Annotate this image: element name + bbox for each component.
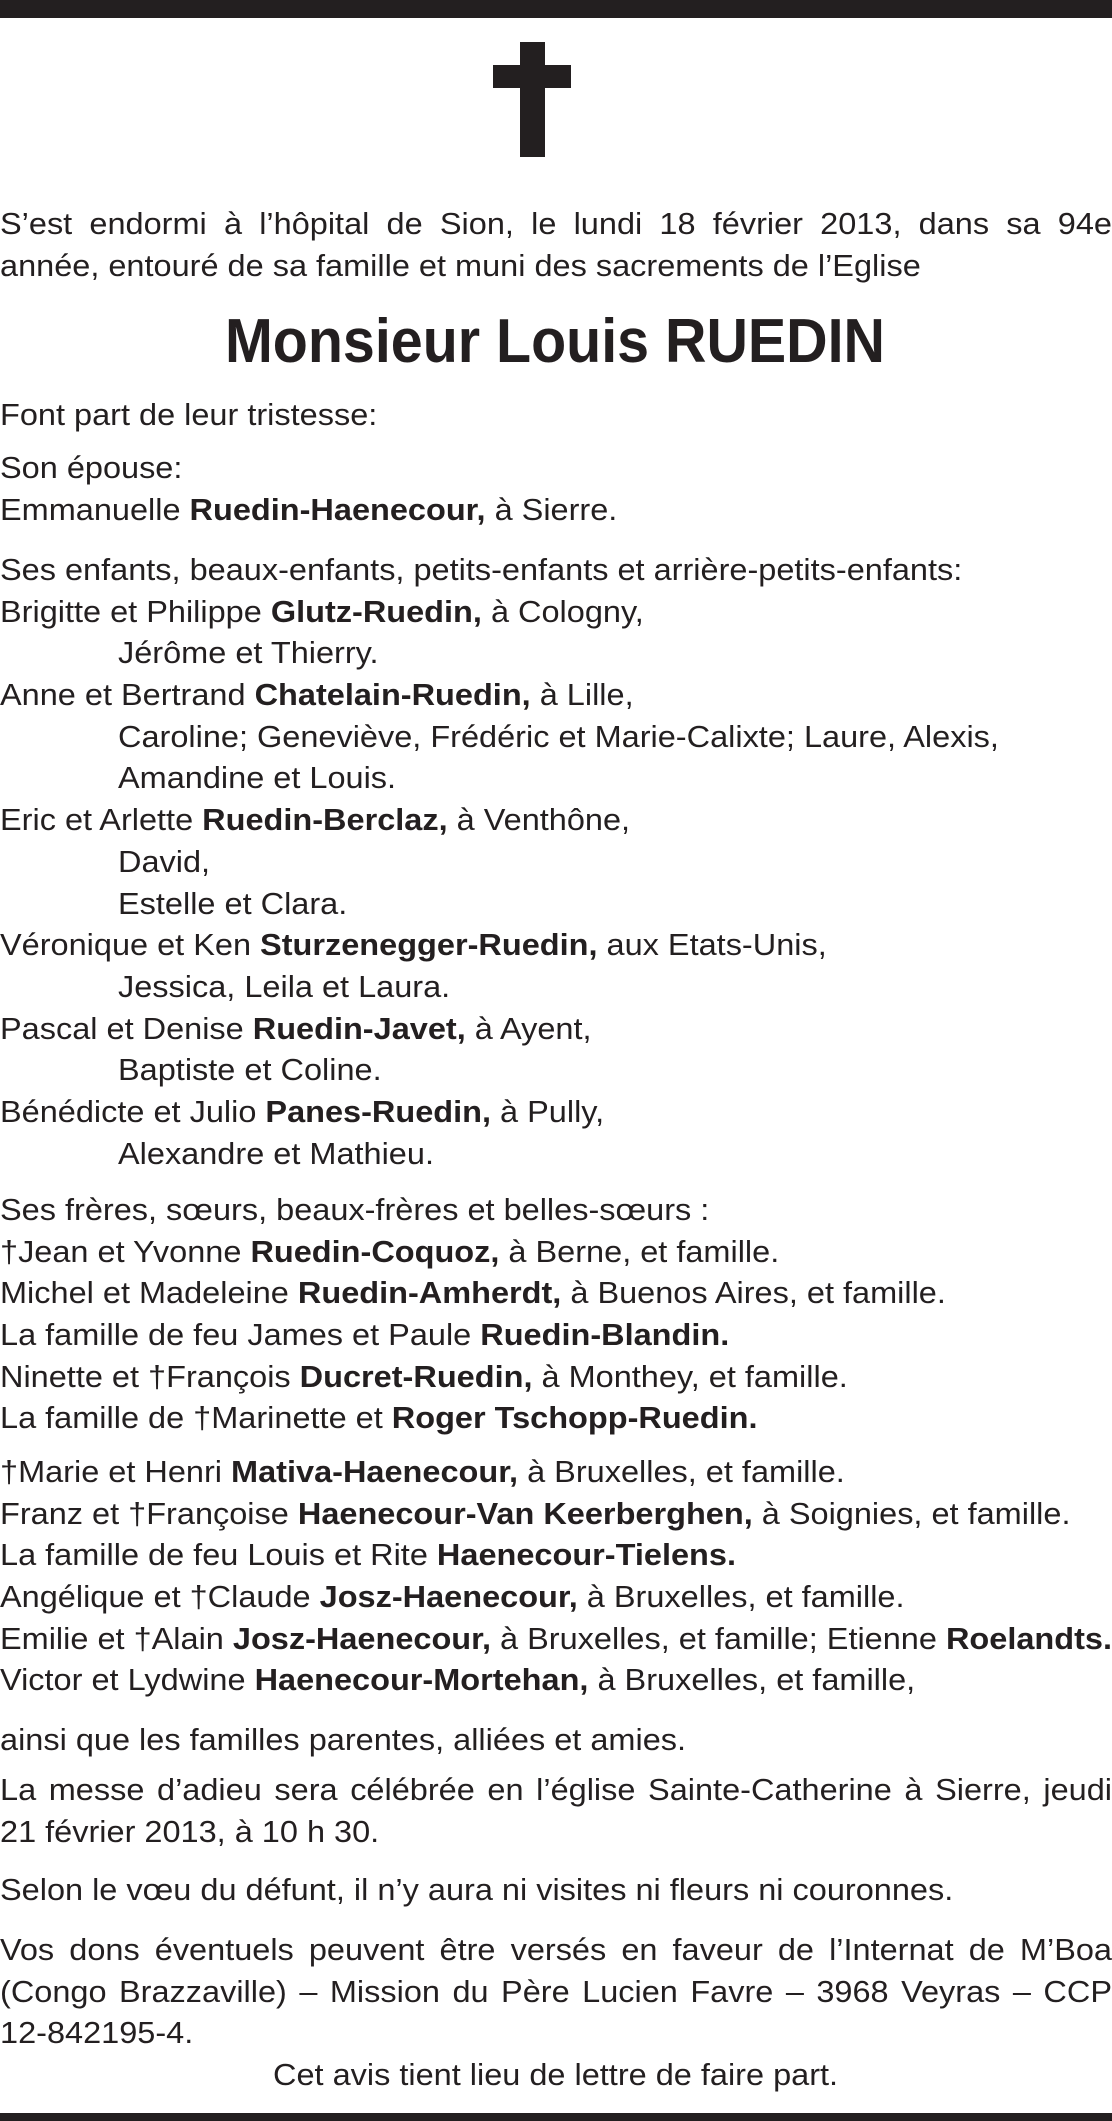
text-segment: Cet avis tient lieu de lettre de faire part. bbox=[273, 2057, 839, 2092]
text-line bbox=[0, 1356, 1112, 1398]
text-line-content bbox=[118, 841, 210, 883]
text-line bbox=[0, 1049, 1112, 1091]
text-line bbox=[0, 1534, 1112, 1576]
text-line-content bbox=[0, 1659, 915, 1701]
text-segment: à Buenos Aires, et famille. bbox=[561, 1275, 946, 1311]
text-line-content bbox=[118, 632, 379, 674]
text-segment: Brigitte et Philippe bbox=[0, 593, 271, 629]
text-segment: (Congo Brazzaville) – Mission du Père Lucien Favre – 3968 Veyras – CCP bbox=[0, 1973, 1112, 2009]
cross-vertical bbox=[520, 42, 545, 157]
text-line bbox=[0, 1314, 1112, 1356]
paragraph-children bbox=[0, 549, 1112, 1174]
text-segment: à Bruxelles, et famille. bbox=[577, 1579, 905, 1615]
text-segment: 12-842195-4. bbox=[0, 2015, 194, 2051]
text-segment: Ses enfants, beaux-enfants, petits-enfants et arrière-petits-enfants: bbox=[0, 552, 963, 587]
family-name: Panes-Ruedin, bbox=[265, 1093, 492, 1129]
text-line bbox=[0, 1397, 1112, 1439]
text-line-content bbox=[118, 716, 999, 758]
paragraph-wishes bbox=[0, 1869, 1112, 1911]
text-line-content bbox=[0, 1576, 905, 1618]
text-line bbox=[0, 1971, 1112, 2013]
text-segment: Baptiste et Coline. bbox=[118, 1052, 382, 1088]
paragraph-intro bbox=[0, 203, 1112, 286]
text-segment: Son épouse: bbox=[0, 450, 183, 485]
text-line-content bbox=[0, 1314, 729, 1356]
text-line bbox=[0, 2012, 1112, 2054]
text-line bbox=[0, 203, 1112, 245]
text-line bbox=[0, 1272, 1112, 1314]
family-name: Ruedin-Coquoz, bbox=[250, 1233, 500, 1269]
text-segment: Eric et Arlette bbox=[0, 802, 203, 838]
text-line-content bbox=[0, 924, 827, 966]
family-name: Haenecour-Van Keerberghen, bbox=[297, 1495, 753, 1531]
text-line bbox=[0, 1811, 1112, 1853]
family-name: Sturzenegger-Ruedin, bbox=[260, 927, 598, 963]
text-line-content bbox=[0, 1769, 1112, 1811]
text-line bbox=[0, 1493, 1112, 1535]
text-line-content bbox=[0, 489, 617, 531]
family-name: Ruedin-Amherdt, bbox=[297, 1275, 562, 1311]
paragraph-relatives bbox=[0, 1719, 1112, 1761]
text-line-content bbox=[118, 1049, 382, 1091]
text-line-content bbox=[0, 1451, 845, 1493]
text-line bbox=[0, 489, 1112, 531]
text-segment: Estelle et Clara. bbox=[118, 885, 348, 921]
text-segment: Angélique et †Claude bbox=[0, 1579, 320, 1615]
family-name: Ruedin-Berclaz, bbox=[202, 802, 448, 838]
paragraph-notice bbox=[0, 2054, 1112, 2096]
top-rule bbox=[0, 0, 1112, 18]
text-line-content bbox=[0, 1618, 1112, 1660]
text-line bbox=[0, 549, 1112, 591]
text-line bbox=[0, 841, 1112, 883]
text-line-content bbox=[0, 1811, 379, 1853]
text-line bbox=[0, 1659, 1112, 1701]
text-segment: 21 février 2013, à 10 h 30. bbox=[0, 1813, 380, 1849]
text-segment: †Marie et Henri bbox=[0, 1454, 232, 1489]
family-name: Haenecour-Tielens. bbox=[436, 1537, 736, 1573]
text-line-content bbox=[0, 1231, 779, 1273]
text-line-content bbox=[0, 549, 962, 591]
text-line-content bbox=[0, 674, 634, 716]
text-segment: Font part de leur tristesse: bbox=[0, 397, 378, 432]
text-line bbox=[0, 799, 1112, 841]
paragraph-donations bbox=[0, 1929, 1112, 2054]
text-segment: Emilie et †Alain bbox=[0, 1620, 233, 1656]
text-line-content bbox=[118, 1133, 434, 1175]
text-line-content bbox=[0, 591, 644, 633]
text-segment: La famille de feu Louis et Rite bbox=[0, 1537, 437, 1573]
text-segment: à Berne, et famille. bbox=[499, 1233, 780, 1269]
text-segment: Franz et †Françoise bbox=[0, 1495, 298, 1531]
family-name: Josz-Haenecour, bbox=[319, 1579, 578, 1615]
cross-horizontal bbox=[493, 65, 571, 88]
text-line bbox=[0, 1769, 1112, 1811]
text-segment: à Bruxelles, et famille; Etienne bbox=[491, 1620, 946, 1656]
paragraph-mass bbox=[0, 1769, 1112, 1852]
family-name: Ducret-Ruedin, bbox=[299, 1358, 533, 1394]
text-segment: Michel et Madeleine bbox=[0, 1275, 298, 1311]
text-segment: année, entouré de sa famille et muni des sacrements de l’Eglise bbox=[0, 247, 921, 283]
text-segment: Victor et Lydwine bbox=[0, 1662, 255, 1698]
text-line-content bbox=[0, 394, 377, 436]
text-segment: Véronique et Ken bbox=[0, 927, 261, 963]
text-line bbox=[0, 245, 1112, 287]
text-line-content bbox=[0, 1493, 1070, 1535]
text-line bbox=[0, 1576, 1112, 1618]
text-line bbox=[0, 1451, 1112, 1493]
text-line bbox=[0, 1618, 1112, 1660]
text-line bbox=[0, 674, 1112, 716]
text-line-content bbox=[0, 1534, 736, 1576]
text-line bbox=[0, 1869, 1112, 1911]
family-name: Josz-Haenecour, bbox=[232, 1620, 492, 1656]
text-line bbox=[0, 1231, 1112, 1273]
text-segment: à Ayent, bbox=[465, 1010, 592, 1046]
text-segment: †Jean et Yvonne bbox=[0, 1233, 251, 1269]
text-line bbox=[0, 1133, 1112, 1175]
paragraph-in-laws bbox=[0, 1451, 1112, 1701]
text-line bbox=[0, 447, 1112, 489]
text-line-content bbox=[0, 203, 1112, 245]
text-segment: à Venthône, bbox=[447, 802, 631, 838]
text-segment: à Lille, bbox=[530, 677, 634, 713]
text-line-content bbox=[0, 1356, 848, 1398]
text-line bbox=[0, 716, 1112, 758]
text-line bbox=[0, 1929, 1112, 1971]
text-line-content bbox=[0, 1189, 709, 1231]
family-name: Roelandts. bbox=[945, 1620, 1112, 1656]
text-line bbox=[0, 2054, 1112, 2096]
text-segment: Anne et Bertrand bbox=[0, 677, 255, 713]
text-line-content bbox=[0, 1272, 946, 1314]
text-line bbox=[0, 924, 1112, 966]
text-segment: à Cologny, bbox=[481, 593, 644, 629]
family-name: Ruedin-Haenecour, bbox=[189, 491, 486, 527]
text-segment: Bénédicte et Julio bbox=[0, 1093, 266, 1129]
text-line-content bbox=[0, 1719, 686, 1761]
text-line bbox=[0, 1189, 1112, 1231]
family-name: Ruedin-Blandin. bbox=[480, 1317, 730, 1353]
text-segment: Emmanuelle bbox=[0, 491, 190, 527]
paragraph-spouse bbox=[0, 447, 1112, 530]
text-segment: Jérôme et Thierry. bbox=[118, 635, 379, 671]
text-line bbox=[0, 591, 1112, 633]
text-line bbox=[0, 966, 1112, 1008]
text-segment: à Bruxelles, et famille, bbox=[588, 1662, 916, 1698]
text-segment: à Bruxelles, et famille. bbox=[518, 1454, 845, 1489]
text-segment: Jessica, Leila et Laura. bbox=[118, 968, 451, 1004]
text-line-content bbox=[0, 799, 630, 841]
text-line-content bbox=[0, 1091, 604, 1133]
text-line bbox=[0, 757, 1112, 799]
text-line bbox=[0, 1719, 1112, 1761]
text-line-content bbox=[0, 1397, 757, 1439]
text-segment: La messe d’adieu sera célébrée en l’église Sainte-Catherine à Sierre, jeudi bbox=[0, 1772, 1112, 1807]
family-name: Roger Tschopp-Ruedin. bbox=[391, 1400, 758, 1436]
text-segment: David, bbox=[118, 843, 211, 879]
text-line-content bbox=[118, 966, 450, 1008]
text-segment: à Soignies, et famille. bbox=[752, 1495, 1071, 1531]
text-segment: La famille de feu James et Paule bbox=[0, 1317, 481, 1353]
text-line bbox=[0, 1091, 1112, 1133]
family-name: Glutz-Ruedin, bbox=[270, 593, 482, 629]
text-line-content bbox=[118, 883, 347, 925]
bottom-rule bbox=[0, 2113, 1112, 2121]
text-line bbox=[0, 394, 1112, 436]
text-line bbox=[0, 1008, 1112, 1050]
text-segment: à Sierre. bbox=[485, 491, 618, 527]
text-line-content bbox=[0, 1971, 1112, 2013]
text-segment: aux Etats-Unis, bbox=[597, 927, 827, 963]
text-line-content bbox=[0, 1929, 1112, 1971]
text-line-content bbox=[0, 245, 921, 287]
text-line bbox=[0, 632, 1112, 674]
text-line-content bbox=[0, 1008, 592, 1050]
family-name: Chatelain-Ruedin, bbox=[254, 677, 531, 713]
text-line bbox=[0, 883, 1112, 925]
text-segment: Caroline; Geneviève, Frédéric et Marie-Calixte; Laure, Alexis, bbox=[118, 718, 999, 754]
deceased-name-text: Monsieur Louis RUEDIN bbox=[225, 307, 885, 376]
family-name: Haenecour-Mortehan, bbox=[254, 1662, 589, 1698]
text-line-content bbox=[118, 757, 396, 799]
text-segment: Ninette et †François bbox=[0, 1358, 300, 1394]
text-segment: Vos dons éventuels peuvent être versés en faveur de l’Internat de M’Boa bbox=[0, 1932, 1112, 1967]
text-segment: ainsi que les familles parentes, alliées et amies. bbox=[0, 1722, 687, 1757]
text-line-content bbox=[0, 1869, 953, 1911]
text-segment: Alexandre et Mathieu. bbox=[118, 1135, 434, 1171]
text-segment: à Pully, bbox=[491, 1093, 605, 1129]
text-segment: S’est endormi à l’hôpital de Sion, le lundi 18 février 2013, dans sa 94e bbox=[0, 206, 1112, 241]
family-name: Ruedin-Javet, bbox=[252, 1010, 466, 1046]
text-line-content bbox=[0, 2012, 193, 2054]
paragraph-font-part bbox=[0, 394, 1112, 436]
text-segment: Pascal et Denise bbox=[0, 1010, 253, 1046]
text-segment: La famille de †Marinette et bbox=[0, 1400, 392, 1436]
text-line-content bbox=[273, 2054, 838, 2096]
deceased-name bbox=[0, 307, 1112, 377]
paragraph-siblings bbox=[0, 1189, 1112, 1439]
text-segment: Ses frères, sœurs, beaux-frères et belles-sœurs : bbox=[0, 1192, 710, 1227]
family-name: Mativa-Haenecour, bbox=[231, 1454, 519, 1489]
text-line-content bbox=[0, 447, 182, 489]
text-segment: à Monthey, et famille. bbox=[532, 1358, 848, 1394]
text-segment: Amandine et Louis. bbox=[118, 760, 397, 796]
text-segment: Selon le vœu du défunt, il n’y aura ni visites ni fleurs ni couronnes. bbox=[0, 1872, 954, 1907]
